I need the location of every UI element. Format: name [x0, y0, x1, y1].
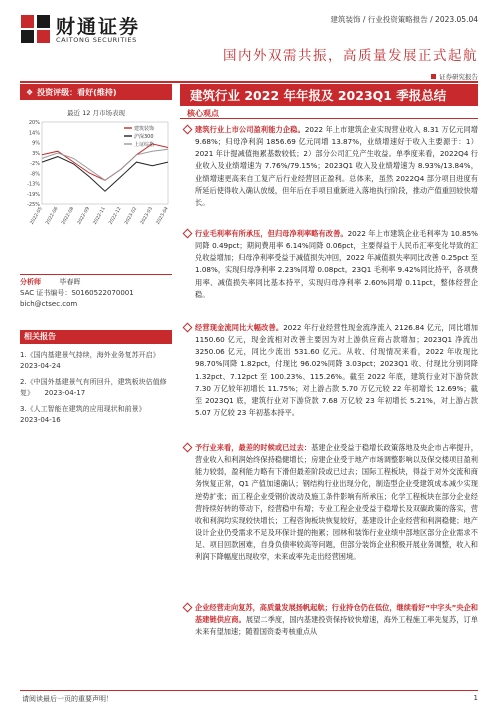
related-reports-heading: 相关报告 — [20, 330, 172, 344]
analyst-email[interactable]: bich@ctsec.com — [20, 300, 78, 308]
report-meta: 建筑装饰 / 行业投资策略报告 / 2023.05.04 — [330, 15, 478, 24]
core-point-body: 2022 年上市建筑企业毛利率为 10.85%同降 0.49pct；期间费用率 6.14%同降 0.06pct，主要得益于人民币汇率变化导致的汇兑收益增加；归母净利率受益于减值损失冲回，2022 年减值损失率同比改善 0.25pct 至 1.08%，实现归母净利率 2.23%同增 0.08pct。23Q1 毛利率 9.42%同比持平，各项费用率、减值损失率同比基本持平，实现归母净利率 2.60%同增 0.11pct，整体经营企稳。 — [195, 229, 478, 299]
chart-legend-label: 上证综指 — [134, 142, 155, 148]
chart-ytick-label: -2% — [30, 161, 40, 167]
diamond-bullet-icon — [183, 125, 193, 135]
related-reports-list — [20, 350, 172, 431]
related-report-date: 2023-04-17 — [44, 389, 86, 397]
core-point-body: 2022 年行业经营性现金流净流入 2126.84 亿元，同比增加 1150.60 亿元，现金流相对改善主要因为对上游供应商占款增加；2023Q1 净流出 3250.06 亿元，同比少流出 531.60 亿元。从收、付现情况来看，2022 年收现比 98.70%同降 1.82pct，付现比 96.02%同降 3.03pct；2023Q1 收、付现比分别同降 1.32pct、7.12pct 至 100.23%、115.26%。截至 2022 年底，建筑行业对下游贷款 7.30 万亿较年初增长 11.75%；对上游占款 5.70 万亿元较 22 年初增长 12.69%；截至 2023Q1 底，建筑行业对下游贷款 7.68 万亿较 23 年初增长 5.21%，对上游占款 5.07 万亿较 23 年初基本持平。 — [195, 323, 478, 418]
core-point-body: 2022 年上市建筑企业实现营业收入 8.31 万亿元同增 9.68%；归母净利润 1856.69 亿元同增 13.87%，业绩增速好于收入主要源于：1）2021 年计提减值拖累基数较低；2）部分公司汇兑产生收益。单季度来看，2022Q4 行业收入及业绩增速为 7.76%/79.15%；2023Q1 收入及业绩增速为 8.93%/13.84%，业绩增速更高来自工复产后行业经营回正盈利。总体来，虽然 2022Q4 部分项目进度有所延后使得收入确认放缓，但年后在手项目重新进入落地执行阶段，推动产值重回较快增长。 — [195, 125, 478, 207]
caitong-logo-icon — [20, 12, 52, 44]
footer-divider — [20, 690, 478, 691]
diamond-bullet-icon — [183, 443, 193, 453]
analyst-name-label: 分析师 — [20, 278, 41, 286]
chart-ytick-label: 9% — [32, 140, 40, 147]
chart-title: 最近 12 月市场表现 — [67, 109, 125, 117]
chart-xtick-label: 2022-06 — [45, 206, 60, 226]
chart-xtick-label: 2023-04 — [155, 206, 170, 226]
logo-text-cn: 财通证券 — [56, 16, 141, 38]
square-bullet-icon — [431, 74, 436, 79]
market-performance-chart — [20, 118, 172, 226]
core-point — [182, 602, 478, 638]
analyst-cert: SAC 证书编号：S0160522070001 — [20, 289, 134, 297]
footer-disclaimer: 请阅读最后一页的重要声明！ — [22, 695, 113, 703]
core-point — [182, 124, 478, 209]
chart-ytick-label: 20% — [28, 120, 40, 126]
chart-legend-label: 沪深300 — [134, 134, 154, 140]
core-point — [182, 228, 478, 301]
related-report-item[interactable] — [20, 377, 172, 399]
related-report-date: 2023-04-16 — [20, 416, 61, 424]
related-report-item[interactable] — [20, 350, 172, 372]
chart-ytick-label: -8% — [30, 171, 40, 178]
logo-text-en: CAITONG SECURITIES — [56, 36, 137, 44]
caitong-logo — [20, 12, 170, 46]
core-point-lead: 建筑行业上市公司盈利能力企稳。 — [195, 125, 305, 134]
chart-ytick-label: 14% — [28, 130, 40, 137]
rating-label: 投资评级：看好(维持) — [37, 87, 117, 97]
analyst-name: 毕春晖 — [59, 278, 81, 286]
related-report-title: 2.《中国外基建景气有所回升，建筑板块估值修复》 — [20, 378, 167, 397]
report-type-label: 证券研究报告 — [439, 73, 478, 81]
chart-xtick-label: 2022-12 — [108, 206, 123, 226]
diamond-bullet-icon — [183, 603, 193, 613]
report-title: 建筑行业 2022 年年报及 2023Q1 季报总结 — [180, 84, 478, 106]
chart-xtick-label: 2023-02 — [124, 206, 139, 226]
related-report-title: 3.《人工智能在建筑的应用现状和前景》 — [20, 405, 146, 413]
chart-ytick-label: -25% — [27, 202, 40, 208]
diamond-bullet-icon — [183, 323, 193, 333]
core-point-lead: 行业毛利率有所承压，但归母净利率略有改善。 — [195, 229, 348, 238]
core-point — [182, 322, 478, 419]
chart-ytick-label: 3% — [32, 150, 40, 157]
chart-xtick-label: 2023-03 — [140, 206, 154, 226]
analyst-info — [20, 277, 172, 310]
chart-xtick-label: 2022-09 — [77, 206, 91, 226]
chart-ytick-label: -19% — [27, 191, 40, 198]
core-point — [182, 442, 478, 564]
diamond-bullet-icon — [183, 229, 193, 239]
rating-bar — [20, 84, 172, 100]
chart-series-line — [42, 157, 168, 192]
chart-legend-label: 建筑装饰 — [134, 126, 155, 132]
related-report-item[interactable] — [20, 404, 172, 426]
header-divider — [20, 81, 478, 83]
core-point-lead: 经营现金流同比大幅改善。 — [195, 323, 284, 332]
report-slogan: 国内外双需共振，高质量发展正式起航 — [223, 48, 478, 64]
core-point-lead: 企业经营走向复苏，高质量发展扬帆起航；行业持仓仍在低位，继续看好“中字头”央企和基建链供应商。 — [195, 603, 478, 625]
core-views-divider — [180, 118, 478, 119]
chart-xtick-label: 2022-11 — [92, 206, 107, 226]
chart-ytick-label: -13% — [27, 181, 40, 188]
rating-star-icon: ❖ — [26, 87, 34, 97]
core-point-lead: 予行业来看，最差的时候或已过去： — [195, 443, 312, 452]
related-report-date: 2023-04-24 — [20, 362, 61, 370]
analyst-divider — [20, 274, 172, 275]
report-type — [431, 72, 478, 81]
related-report-title: 1.《国内基建景气持续，海外业务复苏开启》 — [20, 351, 160, 359]
core-point-body: 展望二季度，国内基建投资保持较快增速，海外工程施工率先复苏，订单未来有望加速；随着国资委考核重点从 — [195, 615, 478, 637]
core-views-heading: 核心观点 — [187, 109, 219, 118]
chart-series-line — [42, 144, 168, 180]
page-number: 1 — [473, 694, 478, 702]
chart-xtick-label: 2022-05 — [29, 206, 44, 226]
analyst-name-row — [20, 277, 172, 288]
core-point-body: 基建企业受益于稳增长政策落地及央企市占率提升，营业收入和利润始终保持稳健增长；房建企业受于地产市场调整影响以及保交楼项目盈利能力较弱，盈利能力略有下滑但最差阶段或已过去；国际工程板块，得益于对外交流和商务恢复正常，Q1 产值加速确认；钢结构行业出现分化，制造型企业受建筑成本减少实现逆势扩张；而工程企业受钢价波动及施工条件影响有所承压；化学工程板块在部分企业经营持续好转的带动下，经营稳中有增；专业工程企业受益于稳增长及双碳政策的落实，营收和利润均实现较快增长；工程咨询板块恢复较好，基建设计企业经营和利润稳健；地产设计企业仍受需求不足及环保计提的拖累；园林和装饰行业业绩中部地区部分企业需求不足、项目回款困难，自身负债率较高等问题，但部分装饰企业积极开展业务调整，收入和利润下降幅度出现收窄，未来或率先走出经营困境。 — [195, 443, 478, 562]
chart-xtick-label: 2022-08 — [61, 206, 76, 226]
